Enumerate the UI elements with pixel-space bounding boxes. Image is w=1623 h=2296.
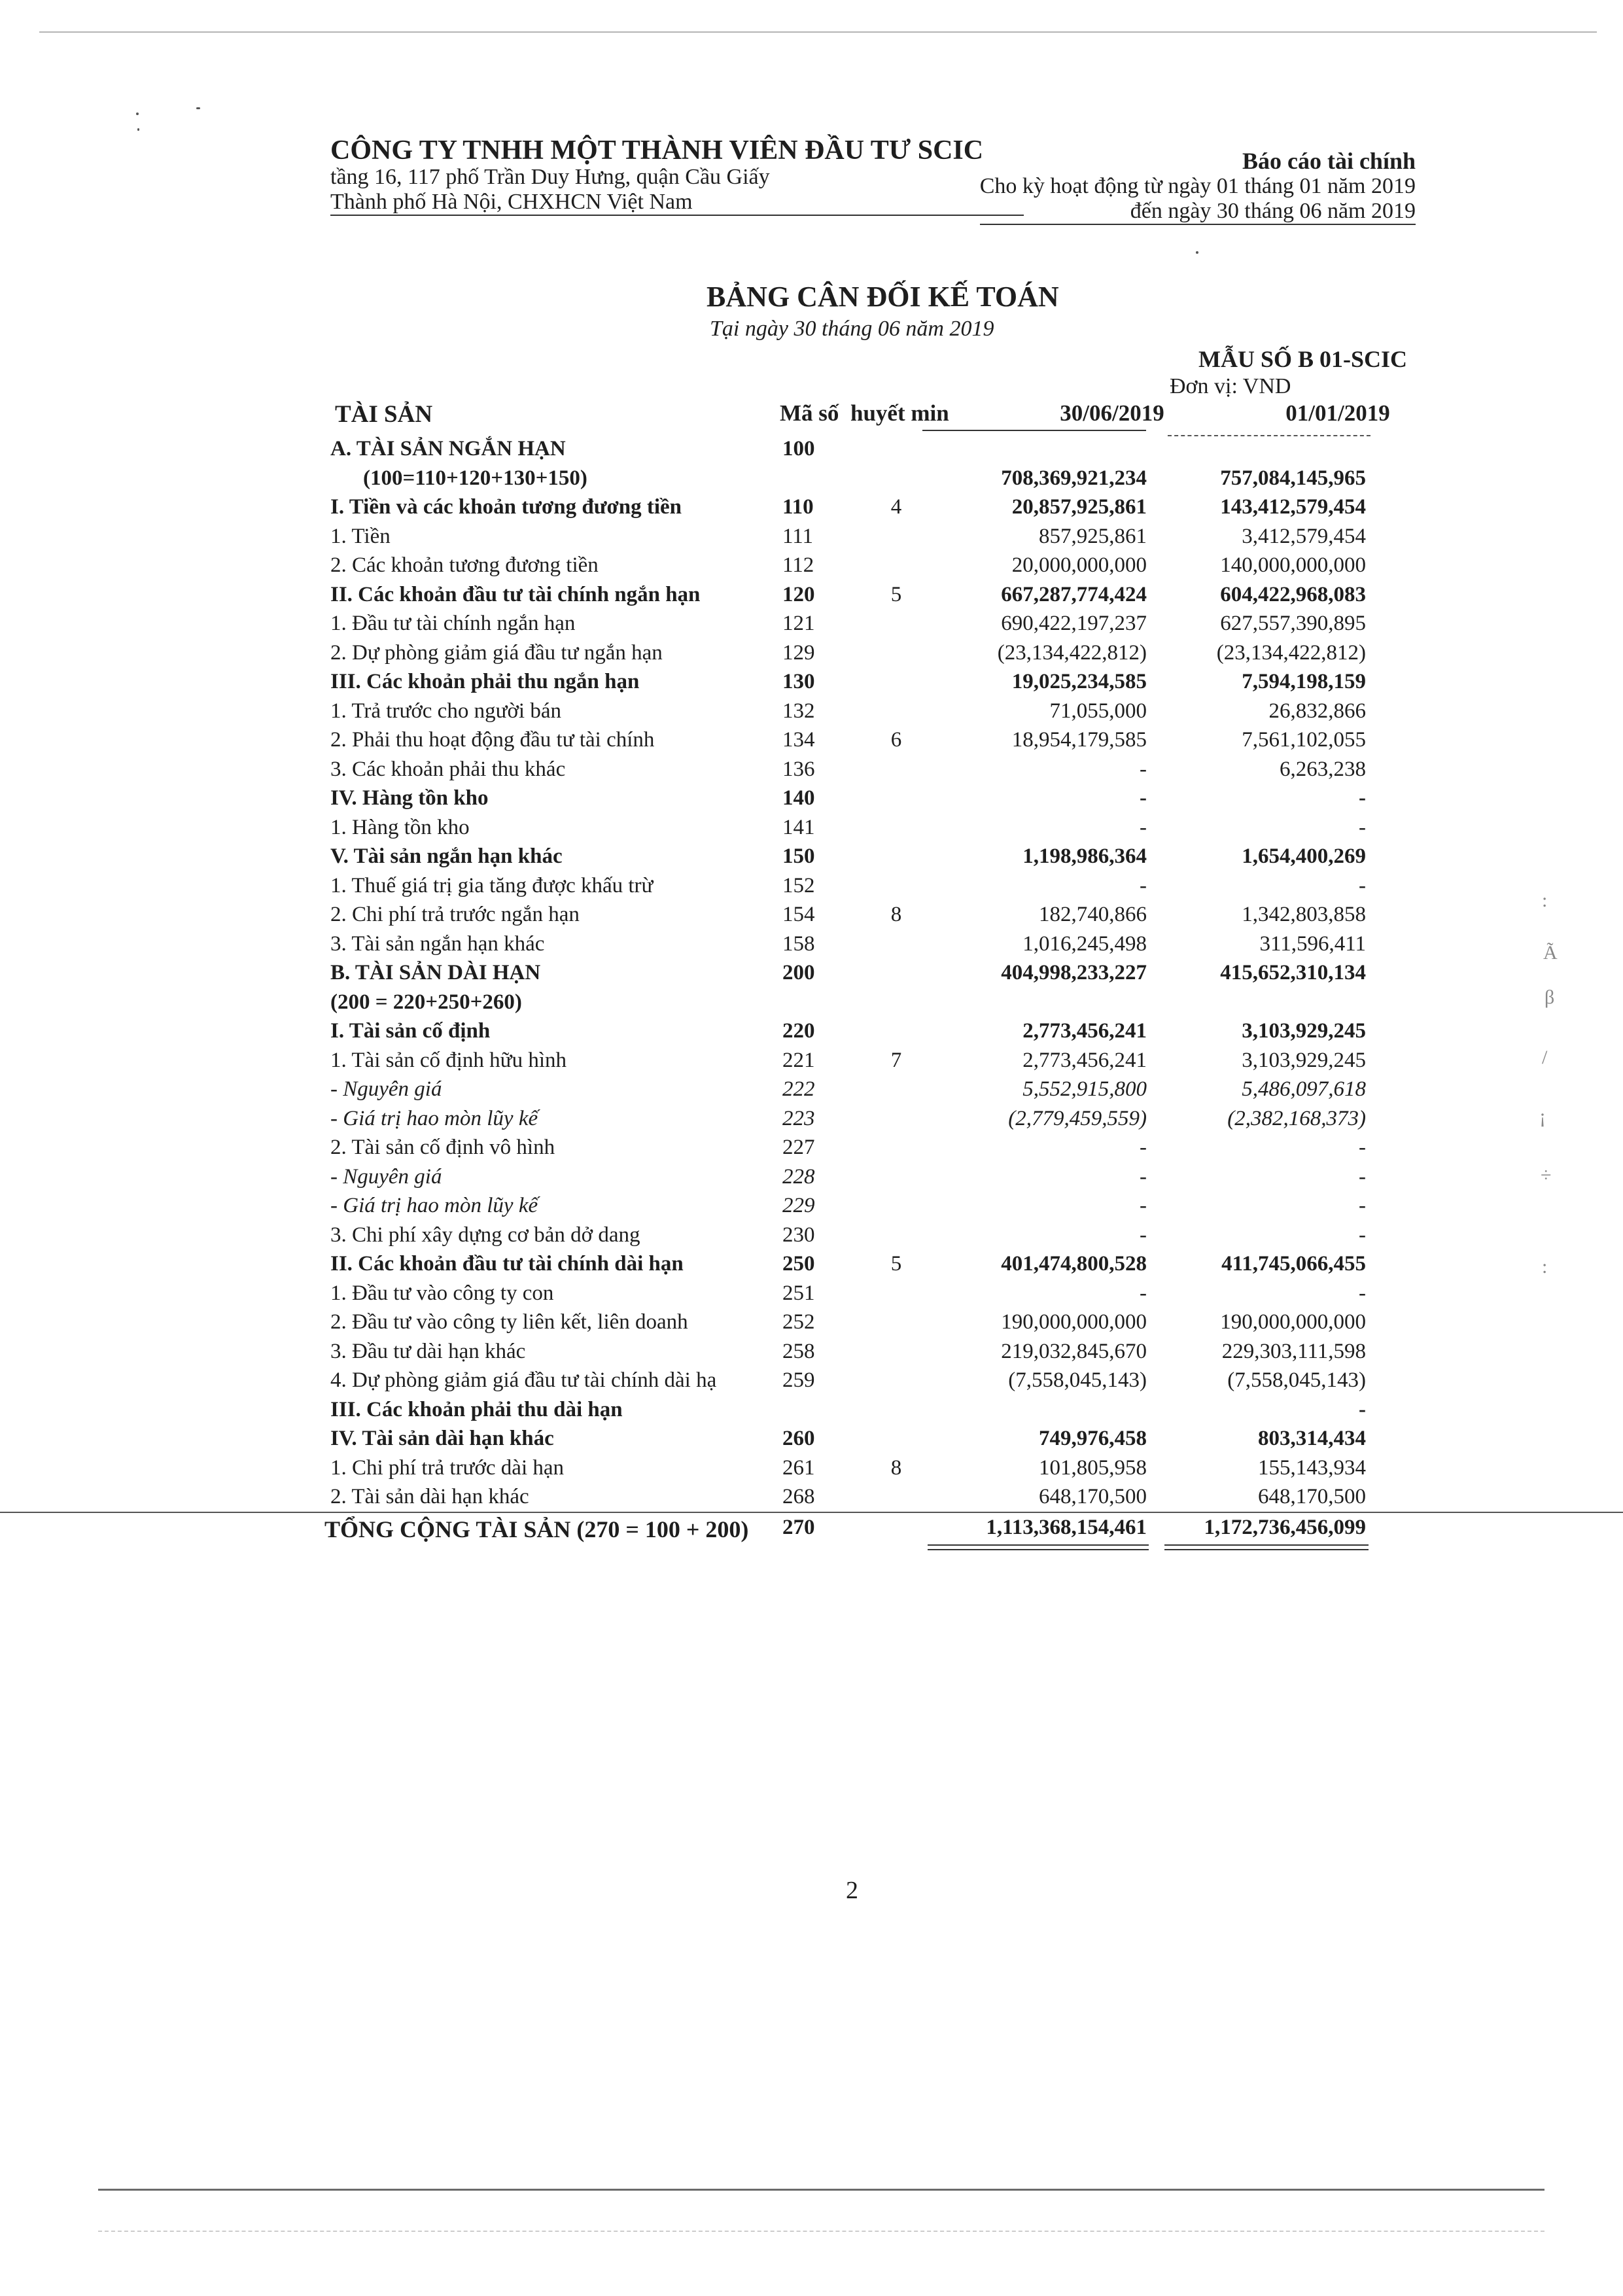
row-value-01-01-2019: 140,000,000,000	[1220, 553, 1366, 577]
row-code: 252	[782, 1310, 815, 1334]
table-row	[0, 1162, 1623, 1192]
row-value-01-01-2019: (2,382,168,373)	[1227, 1106, 1366, 1130]
row-value-30-06-2019: 401,474,800,528	[1001, 1252, 1147, 1276]
row-value-30-06-2019: (7,558,045,143)	[1008, 1368, 1147, 1392]
row-item-label: II. Các khoản đầu tư tài chính dài hạn	[330, 1252, 684, 1276]
row-value-30-06-2019: 667,287,774,424	[1001, 582, 1147, 606]
row-code: 223	[782, 1106, 815, 1130]
row-value-30-06-2019: -	[1140, 1136, 1147, 1159]
row-value-01-01-2019: 7,594,198,159	[1242, 670, 1366, 693]
table-row	[0, 580, 1623, 610]
row-code: 158	[782, 931, 815, 956]
row-code: 230	[782, 1223, 815, 1247]
row-code: 261	[782, 1455, 815, 1480]
table-row	[0, 493, 1623, 522]
scan-speck	[137, 128, 139, 131]
total-row	[0, 1512, 1623, 1542]
row-code: 120	[782, 582, 815, 606]
row-value-30-06-2019: 1,198,986,364	[1022, 844, 1147, 868]
form-code: MẪU SỐ B 01-SCIC	[1198, 346, 1407, 372]
column-header-note: huyết min	[850, 400, 949, 426]
row-item-label: 2. Chi phí trả trước ngắn hạn	[330, 903, 580, 926]
row-value-01-01-2019: 190,000,000,000	[1220, 1310, 1366, 1334]
row-value-01-01-2019: -	[1359, 1194, 1366, 1217]
report-period-line-1: Cho kỳ hoạt động từ ngày 01 tháng 01 năm 2019	[979, 174, 1416, 198]
row-code: 132	[782, 699, 815, 723]
row-value-01-01-2019: 155,143,934	[1258, 1455, 1366, 1480]
row-note: 8	[890, 1455, 902, 1480]
row-value-30-06-2019: 690,422,197,237	[1001, 612, 1147, 635]
table-row	[0, 1308, 1623, 1337]
row-value-01-01-2019: 411,745,066,455	[1221, 1252, 1366, 1276]
row-code: 121	[782, 612, 815, 635]
row-item-label: - Giá trị hao mòn lũy kế	[330, 1106, 538, 1130]
row-value-01-01-2019: -	[1359, 1281, 1366, 1305]
row-note: 6	[890, 728, 902, 752]
row-value-01-01-2019: -	[1359, 873, 1366, 897]
table-row	[0, 1249, 1623, 1279]
row-item-label: III. Các khoản phải thu ngắn hạn	[330, 670, 640, 693]
page-subtitle: Tại ngày 30 tháng 06 năm 2019	[710, 317, 994, 341]
table-row	[0, 638, 1623, 668]
row-code: 250	[782, 1252, 815, 1276]
row-item-label: 1. Tiền	[330, 524, 391, 548]
row-value-01-01-2019: 415,652,310,134	[1220, 961, 1366, 984]
row-item-label: 3. Chi phí xây dựng cơ bản dở dang	[330, 1223, 640, 1247]
row-item-label: 2. Dự phòng giảm giá đầu tư ngắn hạn	[330, 640, 663, 665]
row-item-label: - Nguyên giá	[330, 1164, 442, 1189]
column-header-code: Mã số	[780, 400, 839, 426]
row-code: 136	[782, 757, 815, 781]
row-code: 221	[782, 1048, 815, 1072]
table-row	[0, 551, 1623, 580]
total-double-underline	[1164, 1544, 1369, 1550]
row-item-label: II. Các khoản đầu tư tài chính ngắn hạn	[330, 582, 701, 606]
report-type: Báo cáo tài chính	[1242, 148, 1416, 174]
row-value-30-06-2019: 20,000,000,000	[1011, 553, 1147, 577]
row-value-01-01-2019: 627,557,390,895	[1220, 612, 1366, 635]
row-item-label: 3. Các khoản phải thu khác	[330, 757, 566, 781]
row-code: 251	[782, 1281, 815, 1305]
table-row	[0, 1221, 1623, 1250]
row-value-01-01-2019: 757,084,145,965	[1220, 466, 1366, 490]
row-code: 259	[782, 1368, 815, 1392]
row-item-label: (200 = 220+250+260)	[330, 990, 522, 1014]
row-item-label: 1. Trả trước cho người bán	[330, 699, 561, 723]
row-value-30-06-2019: 1,016,245,498	[1022, 931, 1147, 956]
column-header-item: TÀI SẢN	[335, 401, 433, 428]
row-value-01-01-2019: -	[1359, 1136, 1366, 1159]
row-value-30-06-2019: 18,954,179,585	[1011, 728, 1147, 752]
row-value-30-06-2019: -	[1140, 786, 1147, 810]
row-item-label: 2. Phải thu hoạt động đầu tư tài chính	[330, 728, 655, 752]
bottom-dashed-rule	[98, 2231, 1544, 2232]
row-value-30-06-2019: 5,552,915,800	[1022, 1077, 1147, 1101]
row-value-30-06-2019: 219,032,845,670	[1001, 1339, 1147, 1363]
row-code: 134	[782, 728, 815, 752]
table-row	[0, 1046, 1623, 1075]
row-value-01-01-2019: 1,654,400,269	[1242, 844, 1366, 868]
table-row	[0, 1104, 1623, 1134]
row-value-01-01-2019: 229,303,111,598	[1221, 1339, 1366, 1363]
table-row	[0, 1366, 1623, 1395]
row-value-30-06-2019: 2,773,456,241	[1022, 1019, 1147, 1043]
row-code: 141	[782, 815, 815, 839]
row-value-30-06-2019: 749,976,458	[1039, 1427, 1147, 1450]
row-item-label: I. Tài sản cố định	[330, 1019, 491, 1043]
bottom-rule	[98, 2189, 1544, 2191]
row-code: 112	[782, 553, 814, 577]
row-value-30-06-2019: (2,779,459,559)	[1008, 1106, 1147, 1130]
total-double-underline	[928, 1544, 1149, 1550]
row-note: 7	[890, 1048, 902, 1072]
row-value-30-06-2019: 101,805,958	[1039, 1455, 1147, 1480]
row-code: 228	[782, 1164, 815, 1189]
row-code: 222	[782, 1077, 815, 1101]
row-value-01-01-2019: 648,170,500	[1258, 1485, 1366, 1508]
row-item-label: A. TÀI SẢN NGẮN HẠN	[330, 437, 566, 461]
total-label: TỔNG CỘNG TÀI SẢN (270 = 100 + 200)	[324, 1516, 749, 1542]
table-row	[0, 755, 1623, 784]
row-value-30-06-2019: 20,857,925,861	[1011, 495, 1147, 519]
table-row	[0, 667, 1623, 697]
row-value-30-06-2019: (23,134,422,812)	[997, 640, 1147, 665]
table-row	[0, 988, 1623, 1017]
table-row	[0, 1075, 1623, 1104]
table-row	[0, 1191, 1623, 1221]
row-value-01-01-2019: 3,103,929,245	[1242, 1019, 1366, 1043]
row-value-30-06-2019: 648,170,500	[1039, 1485, 1147, 1508]
margin-stamp-marks: : Ã β / ¡ ÷ :	[1539, 890, 1558, 1278]
table-row	[0, 725, 1623, 755]
row-value-01-01-2019: (23,134,422,812)	[1216, 640, 1366, 665]
row-code: 152	[782, 873, 815, 897]
row-value-01-01-2019: -	[1359, 1223, 1366, 1247]
row-item-label: 1. Tài sản cố định hữu hình	[330, 1048, 567, 1072]
row-code: 129	[782, 640, 815, 665]
row-item-label: - Nguyên giá	[330, 1077, 442, 1101]
row-value-01-01-2019: -	[1359, 1397, 1366, 1421]
row-note: 4	[890, 495, 902, 519]
row-value-01-01-2019: 6,263,238	[1280, 757, 1366, 781]
row-code: 150	[782, 844, 815, 868]
row-value-01-01-2019: 5,486,097,618	[1242, 1077, 1366, 1101]
table-row	[0, 1133, 1623, 1162]
row-item-label: IV. Hàng tồn kho	[330, 786, 489, 810]
row-value-01-01-2019: 1,342,803,858	[1242, 903, 1366, 926]
row-item-label: (100=110+120+130+150)	[363, 466, 587, 490]
row-value-30-06-2019: 190,000,000,000	[1001, 1310, 1147, 1334]
row-code: 130	[782, 670, 815, 693]
row-value-01-01-2019: -	[1359, 1164, 1366, 1189]
table-row	[0, 1424, 1623, 1453]
report-period-block	[980, 148, 1416, 225]
row-item-label: 1. Thuế giá trị gia tăng được khấu trừ	[330, 873, 654, 897]
row-value-01-01-2019: -	[1359, 786, 1366, 810]
company-address-line-1: tầng 16, 117 phố Trần Duy Hưng, quận Cầu Giấy	[330, 165, 770, 189]
table-row	[0, 958, 1623, 988]
table-row	[0, 464, 1623, 493]
row-value-30-06-2019: -	[1140, 757, 1147, 781]
total-code: 270	[782, 1515, 815, 1539]
report-period-line-2: đến ngày 30 tháng 06 năm 2019	[980, 199, 1416, 225]
row-value-01-01-2019: -	[1359, 815, 1366, 839]
company-address-line-2: Thành phố Hà Nội, CHXHCN Việt Nam	[330, 190, 1024, 216]
row-note: 5	[890, 1252, 902, 1276]
table-row	[0, 522, 1623, 551]
table-row	[0, 813, 1623, 843]
row-item-label: 1. Đầu tư tài chính ngắn hạn	[330, 612, 576, 635]
total-value-01-01-2019: 1,172,736,456,099	[1204, 1515, 1366, 1539]
row-value-30-06-2019: -	[1140, 873, 1147, 897]
row-value-01-01-2019: (7,558,045,143)	[1227, 1368, 1366, 1392]
row-code: 154	[782, 903, 815, 926]
row-item-label: 1. Hàng tồn kho	[330, 815, 470, 839]
column-header-underline	[922, 430, 1146, 431]
row-note: 8	[890, 903, 902, 926]
row-value-30-06-2019: 857,925,861	[1039, 524, 1147, 548]
scan-speck	[1196, 251, 1198, 254]
row-item-label: 1. Đầu tư vào công ty con	[330, 1281, 554, 1305]
column-header-01-01-2019-label: 01/01/2019	[1285, 400, 1390, 426]
row-code: 110	[782, 495, 814, 519]
row-value-30-06-2019: 71,055,000	[1049, 699, 1147, 723]
row-item-label: III. Các khoản phải thu dài hạn	[330, 1397, 623, 1421]
balance-sheet-table	[0, 434, 1623, 1542]
table-row	[0, 1395, 1623, 1425]
row-value-30-06-2019: -	[1140, 1194, 1147, 1217]
row-item-label: 1. Chi phí trả trước dài hạn	[330, 1455, 565, 1480]
row-item-label: B. TÀI SẢN DÀI HẠN	[330, 961, 541, 984]
table-row	[0, 1482, 1623, 1512]
row-code: 111	[782, 524, 814, 548]
row-code: 258	[782, 1339, 815, 1363]
row-code: 220	[782, 1019, 815, 1043]
table-row	[0, 930, 1623, 959]
column-header-30-06-2019-label: 30/06/2019	[1060, 400, 1164, 426]
row-value-30-06-2019: -	[1140, 1164, 1147, 1189]
row-value-30-06-2019: 2,773,456,241	[1022, 1048, 1147, 1072]
row-item-label: IV. Tài sản dài hạn khác	[330, 1427, 554, 1450]
row-value-30-06-2019: 182,740,866	[1039, 903, 1147, 926]
row-value-30-06-2019: 708,369,921,234	[1001, 466, 1147, 490]
table-row	[0, 842, 1623, 871]
row-item-label: I. Tiền và các khoản tương đương tiền	[330, 495, 682, 519]
top-rule	[39, 31, 1597, 33]
row-value-30-06-2019: 19,025,234,585	[1011, 670, 1147, 693]
row-item-label: 2. Tài sản cố định vô hình	[330, 1136, 555, 1159]
column-header-30-06-2019	[1034, 400, 1191, 426]
scan-speck	[196, 107, 200, 109]
column-header-01-01-2019	[1259, 400, 1416, 426]
table-row	[0, 697, 1623, 726]
row-item-label: 3. Đầu tư dài hạn khác	[330, 1339, 526, 1363]
row-value-01-01-2019: 311,596,411	[1259, 931, 1366, 956]
row-code: 100	[782, 437, 815, 461]
row-code: 229	[782, 1194, 815, 1217]
row-value-30-06-2019: -	[1140, 815, 1147, 839]
row-value-01-01-2019: 604,422,968,083	[1220, 582, 1366, 606]
total-value-30-06-2019: 1,113,368,154,461	[986, 1515, 1147, 1539]
row-value-01-01-2019: 143,412,579,454	[1220, 495, 1366, 519]
row-code: 227	[782, 1136, 815, 1159]
row-code: 260	[782, 1427, 815, 1450]
row-item-label: V. Tài sản ngắn hạn khác	[330, 844, 563, 868]
row-value-01-01-2019: 7,561,102,055	[1242, 728, 1366, 752]
table-row	[0, 784, 1623, 813]
row-value-01-01-2019: 3,103,929,245	[1242, 1048, 1366, 1072]
row-item-label: 2. Đầu tư vào công ty liên kết, liên doanh	[330, 1310, 688, 1334]
row-item-label: 2. Tài sản dài hạn khác	[330, 1485, 529, 1508]
table-row	[0, 871, 1623, 901]
row-code: 268	[782, 1485, 815, 1508]
table-row	[0, 434, 1623, 464]
page-number: 2	[846, 1877, 858, 1904]
table-row	[0, 900, 1623, 930]
row-value-01-01-2019: 26,832,866	[1268, 699, 1366, 723]
table-row	[0, 1337, 1623, 1366]
table-row	[0, 1453, 1623, 1483]
row-item-label: 3. Tài sản ngắn hạn khác	[330, 931, 545, 956]
company-name: CÔNG TY TNHH MỘT THÀNH VIÊN ĐẦU TƯ SCIC	[330, 135, 984, 165]
page-title: BẢNG CÂN ĐỐI KẾ TOÁN	[707, 281, 1059, 313]
table-row	[0, 609, 1623, 638]
row-value-01-01-2019: 803,314,434	[1258, 1427, 1366, 1450]
company-block	[330, 136, 1024, 216]
currency-unit: Đơn vị: VND	[1170, 374, 1291, 398]
row-item-label: 2. Các khoản tương đương tiền	[330, 553, 599, 577]
row-item-label: 4. Dự phòng giảm giá đầu tư tài chính dài hạ	[330, 1368, 717, 1392]
scan-speck	[136, 113, 139, 115]
row-code: 200	[782, 961, 815, 984]
table-row	[0, 1279, 1623, 1308]
row-item-label: - Giá trị hao mòn lũy kế	[330, 1194, 538, 1217]
row-value-01-01-2019: 3,412,579,454	[1242, 524, 1366, 548]
row-code: 140	[782, 786, 815, 810]
row-note: 5	[890, 582, 902, 606]
table-row	[0, 1017, 1623, 1046]
row-value-30-06-2019: -	[1140, 1281, 1147, 1305]
row-value-30-06-2019: -	[1140, 1223, 1147, 1247]
row-value-30-06-2019: 404,998,233,227	[1001, 961, 1147, 984]
